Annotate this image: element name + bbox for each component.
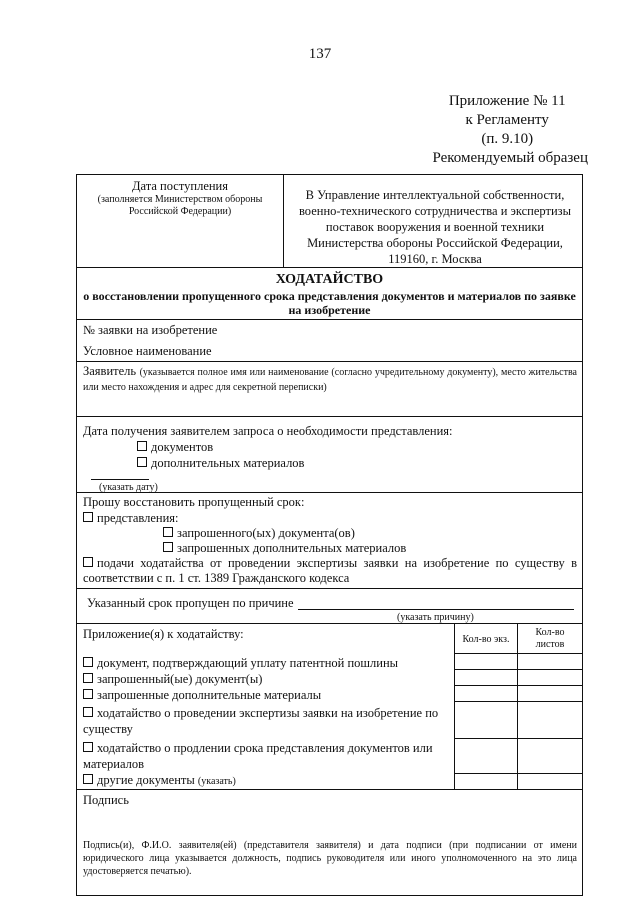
request-date-label: Дата получения заявителем запроса о необходимости представления: [83, 424, 453, 438]
option-label: подачи ходатайства от проведении экспертизы заявки на изобретение по существу в соответствии с п. 1 ст. 1389 Гражданского кодекса [83, 556, 577, 585]
attachment-item [83, 672, 262, 687]
form-title: ХОДАТАЙСТВО [275, 272, 384, 287]
addressee-line: Министерства обороны Российской Федерации, [307, 236, 563, 250]
table-line [455, 653, 582, 654]
checkbox[interactable] [163, 542, 173, 552]
other-hint: (указать) [197, 776, 236, 787]
applicant-note: (указывается полное имя или наименование (согласно учредительному документу), место жительства или место нахождения и адрес для секретной переписки) [83, 367, 577, 393]
checkbox[interactable] [83, 673, 93, 683]
divider [77, 267, 582, 268]
reason-hint: (указать причину) [397, 612, 474, 623]
addressee-line: поставок вооружения и военной техники [325, 220, 545, 234]
table-line [455, 669, 582, 670]
appendix-line-1: Приложение № 11 [448, 93, 566, 109]
appendix-line-3: (п. 9.10) [481, 131, 534, 147]
petition-form [76, 174, 583, 896]
attachment-label: запрошенный(ые) документ(ы) [97, 672, 263, 686]
column-divider [454, 623, 455, 789]
option-documents [137, 440, 213, 455]
table-line [455, 701, 582, 702]
option-label: запрошенного(ых) документа(ов) [177, 526, 355, 540]
divider [77, 361, 582, 362]
appendix-line-4: Рекомендуемый образец [432, 150, 588, 166]
checkbox[interactable] [163, 527, 173, 537]
attachment-label: документ, подтверждающий уплату патентной пошлины [97, 656, 399, 670]
addressee-line: В Управление интеллектуальной собственности, [305, 188, 565, 202]
addressee-block [287, 187, 583, 267]
addressee-line: военно-технического сотрудничества и экспертизы [298, 204, 571, 218]
divider [77, 789, 582, 790]
option-label: представления: [97, 511, 179, 525]
signature-label: Подпись [83, 793, 129, 807]
copies-column-header: Кол-во экз. [462, 634, 510, 645]
attachment-label: другие документы [97, 773, 195, 787]
option-examination [83, 556, 577, 586]
application-number-label: № заявки на изобретение [83, 323, 218, 337]
applicant-label: Заявитель [83, 364, 137, 378]
divider [77, 492, 582, 493]
table-line [455, 685, 582, 686]
checkbox[interactable] [83, 657, 93, 667]
option-label: дополнительных материалов [151, 456, 305, 470]
applicant-field [83, 364, 577, 394]
checkbox[interactable] [83, 742, 93, 752]
page-number: 137 [308, 46, 332, 62]
divider [77, 416, 582, 417]
attachment-item [83, 688, 321, 703]
form-subtitle: о восстановлении пропущенного срока представления документов и материалов по заявке на изобретение [83, 289, 576, 317]
table-line [455, 773, 582, 774]
conditional-name-label: Условное наименование [83, 344, 212, 358]
option-submission [83, 511, 179, 526]
option-label: запрошенных дополнительных материалов [177, 541, 407, 555]
appendix-block [432, 92, 588, 168]
date-received-label: Дата поступления [132, 179, 228, 193]
attachment-item [83, 656, 398, 671]
signature-note: Подпись(и), Ф.И.О. заявителя(ей) (представителя заявителя) и дата подписи (при подписании от имени юридического лица указывается должность, подпись руководителя или иного уполномоченного на это лица удостоверяется печатью). [83, 840, 577, 877]
option-label: документов [151, 440, 214, 454]
reason-label: Указанный срок пропущен по причине [87, 596, 294, 610]
attachment-item [83, 740, 449, 772]
attachment-label: ходатайство о продлении срока представления документов или материалов [83, 741, 433, 771]
checkbox[interactable] [83, 557, 93, 567]
attachment-label: запрошенные дополнительные материалы [97, 688, 322, 702]
reason-line [298, 609, 574, 610]
option-requested-materials [163, 541, 406, 556]
column-divider [517, 623, 518, 789]
checkbox[interactable] [83, 689, 93, 699]
table-line [455, 738, 582, 739]
attachment-item [83, 773, 236, 788]
date-received-note: (заполняется Министерством обороны Российской Федерации) [97, 194, 263, 217]
attachments-label: Приложение(я) к ходатайству: [83, 627, 244, 641]
divider [77, 588, 582, 589]
date-line [91, 479, 149, 480]
checkbox[interactable] [83, 774, 93, 784]
checkbox[interactable] [83, 707, 93, 717]
checkbox[interactable] [83, 512, 93, 522]
checkbox[interactable] [137, 457, 147, 467]
addressee-line: 119160, г. Москва [388, 252, 482, 266]
divider [77, 319, 582, 320]
restore-label: Прошу восстановить пропущенный срок: [83, 495, 305, 509]
date-hint: (указать дату) [99, 482, 158, 493]
appendix-line-2: к Регламенту [465, 112, 549, 128]
option-requested-documents [163, 526, 355, 541]
checkbox[interactable] [137, 441, 147, 451]
divider [77, 623, 582, 624]
attachment-label: ходатайство о проведении экспертизы заявки на изобретение по существу [83, 706, 439, 736]
attachment-item [83, 705, 449, 737]
header-divider [283, 175, 284, 267]
sheets-column-header: Кол-во листов [535, 627, 565, 650]
option-additional-materials [137, 456, 304, 471]
